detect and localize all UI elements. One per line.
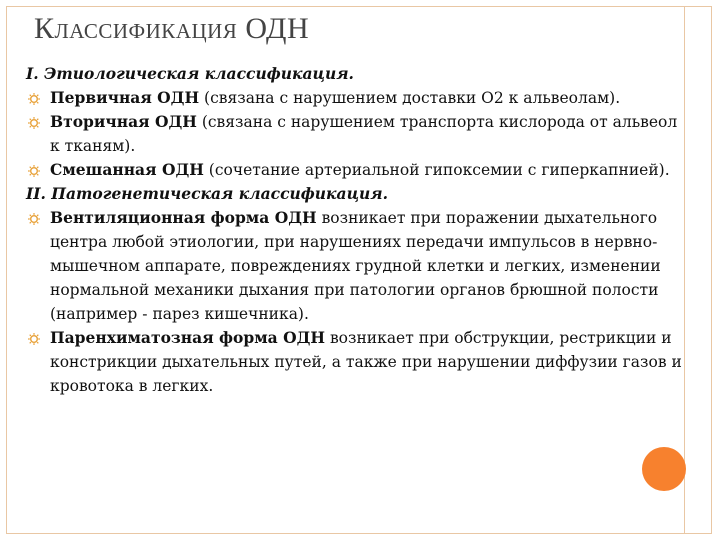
- sun-bullet-icon: [28, 213, 40, 225]
- slide-frame-right-band: [684, 6, 712, 534]
- item-lead: Вентиляционная форма ОДН: [50, 208, 317, 227]
- item-text: (связана с нарушением доставки О2 к альвеолам).: [199, 89, 621, 107]
- section-heading-pathogenetic: II. Патогенетическая классификация.: [26, 184, 389, 203]
- item-lead: Смешанная ОДН: [50, 160, 204, 179]
- item-text: (связана с нарушением транспорта кислорода от альвеол к тканям).: [50, 113, 678, 155]
- item-text: (сочетание артериальной гипоксемии с гиперкапнией).: [203, 161, 670, 179]
- list-item: [24, 206, 684, 326]
- item-lead: Вторичная ОДН: [50, 112, 197, 131]
- accent-circle: [642, 447, 686, 491]
- list-item: [24, 326, 684, 398]
- item-text: возникает при поражении дыхательного центра любой этиологии, при нарушениях передачи импульсов в нервно-мышечном аппарате, повреждениях грудной клетки и легких, изменении нормальной механики дыхания при патологии органов брюшной полости (например - парез кишечника).: [50, 209, 661, 323]
- item-lead: Паренхиматозная форма ОДН: [50, 328, 326, 347]
- sun-bullet-icon: [28, 165, 40, 177]
- sun-bullet-icon: [28, 93, 40, 105]
- slide-title: Классификация ОДН: [34, 12, 310, 45]
- sun-bullet-icon: [28, 333, 40, 345]
- list-item: [24, 158, 684, 182]
- section-heading-etiological: I. Этиологическая классификация.: [26, 64, 354, 83]
- slide-content: [24, 62, 684, 398]
- sun-bullet-icon: [28, 117, 40, 129]
- list-item: [24, 86, 684, 110]
- item-lead: Первичная ОДН: [50, 88, 200, 107]
- list-item: [24, 110, 684, 158]
- item-text: возникает при обструкции, рестрикции и констрикции дыхательных путей, а также при нарушении диффузии газов и кровотока в легких.: [50, 329, 682, 395]
